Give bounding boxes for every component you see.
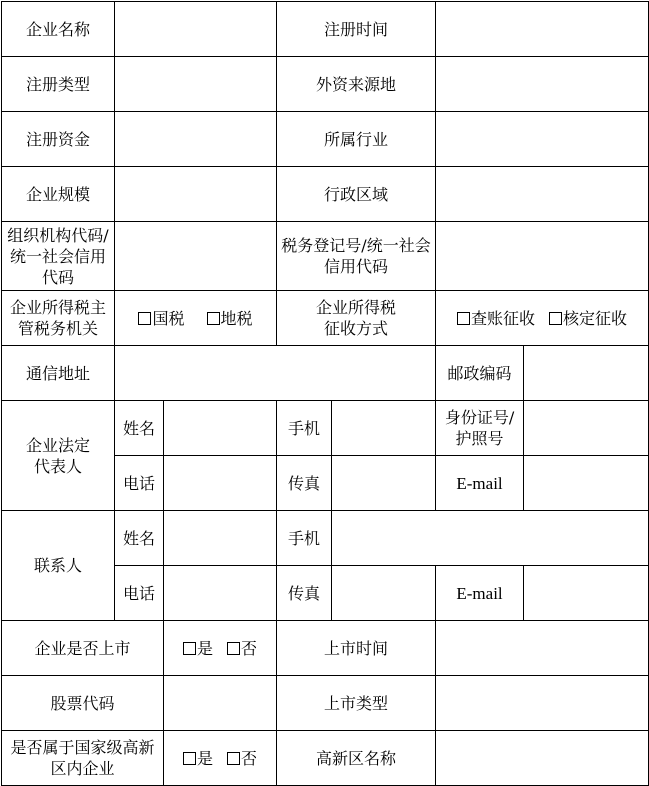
label-stock-code: 股票代码 xyxy=(2,676,164,731)
label-is-listed: 企业是否上市 xyxy=(2,621,164,676)
checkbox-icon xyxy=(183,642,196,655)
label-contact-email: E-mail xyxy=(436,566,524,621)
label-legal-rep-fax: 传真 xyxy=(277,456,332,511)
checkbox-icon xyxy=(457,312,470,325)
industry-value[interactable] xyxy=(436,112,649,167)
enterprise-info-form xyxy=(1,1,649,786)
listing-type-value[interactable] xyxy=(436,676,649,731)
contact-mobile-value[interactable] xyxy=(332,511,649,566)
local-tax-checkbox[interactable] xyxy=(207,309,253,328)
listed-yes-label: 是 xyxy=(196,638,213,658)
legal-rep-phone-value[interactable] xyxy=(164,456,277,511)
admin-region-value[interactable] xyxy=(436,167,649,222)
checkbox-icon xyxy=(207,312,220,325)
checkbox-icon xyxy=(138,312,151,325)
contact-phone-value[interactable] xyxy=(164,566,277,621)
national-tax-checkbox[interactable] xyxy=(138,309,184,328)
label-listing-time: 上市时间 xyxy=(277,621,436,676)
label-foreign-capital-source: 外资来源地 xyxy=(277,57,436,112)
checkbox-icon xyxy=(227,642,240,655)
label-company-name: 企业名称 xyxy=(2,2,115,57)
checkbox-icon xyxy=(227,752,240,765)
label-income-tax-method: 企业所得税 征收方式 xyxy=(277,291,436,346)
income-tax-authority-options xyxy=(115,291,277,346)
label-admin-region: 行政区域 xyxy=(277,167,436,222)
address-value[interactable] xyxy=(115,346,436,401)
reg-capital-value[interactable] xyxy=(115,112,277,167)
income-tax-method-options xyxy=(436,291,649,346)
label-legal-rep-email: E-mail xyxy=(436,456,524,511)
label-legal-rep-name: 姓名 xyxy=(115,401,164,456)
legal-rep-email-value[interactable] xyxy=(524,456,649,511)
national-tax-label: 国税 xyxy=(152,308,185,328)
stock-code-value[interactable] xyxy=(164,676,277,731)
listed-no-checkbox[interactable] xyxy=(227,639,257,658)
reg-time-value[interactable] xyxy=(436,2,649,57)
tax-reg-no-value[interactable] xyxy=(436,222,649,291)
contact-name-value[interactable] xyxy=(164,511,277,566)
label-contact-mobile: 手机 xyxy=(277,511,332,566)
label-contact-phone: 电话 xyxy=(115,566,164,621)
legal-rep-mobile-value[interactable] xyxy=(332,401,436,456)
audit-collection-label: 查账征收 xyxy=(471,308,536,328)
id-passport-value[interactable] xyxy=(524,401,649,456)
label-listing-type: 上市类型 xyxy=(277,676,436,731)
row-company-name xyxy=(2,2,649,57)
row-income-tax xyxy=(2,291,649,346)
label-address: 通信地址 xyxy=(2,346,115,401)
label-org-code: 组织机构代码/ 统一社会信用 代码 xyxy=(2,222,115,291)
assessed-collection-checkbox[interactable] xyxy=(549,309,627,328)
label-company-scale: 企业规模 xyxy=(2,167,115,222)
contact-email-value[interactable] xyxy=(524,566,649,621)
label-reg-time: 注册时间 xyxy=(277,2,436,57)
label-legal-rep-phone: 电话 xyxy=(115,456,164,511)
label-contact: 联系人 xyxy=(2,511,115,621)
row-legal-rep-1 xyxy=(2,401,649,456)
hitech-zone-name-value[interactable] xyxy=(436,731,649,786)
local-tax-label: 地税 xyxy=(220,308,253,328)
audit-collection-checkbox[interactable] xyxy=(457,309,535,328)
hitech-yes-label: 是 xyxy=(196,748,213,768)
legal-rep-name-value[interactable] xyxy=(164,401,277,456)
hitech-no-checkbox[interactable] xyxy=(227,749,257,768)
row-listed xyxy=(2,621,649,676)
label-industry: 所属行业 xyxy=(277,112,436,167)
listed-yes-checkbox[interactable] xyxy=(183,639,213,658)
checkbox-icon xyxy=(549,312,562,325)
row-hitech-zone xyxy=(2,731,649,786)
label-legal-rep: 企业法定 代表人 xyxy=(2,401,115,511)
row-company-scale xyxy=(2,167,649,222)
legal-rep-fax-value[interactable] xyxy=(332,456,436,511)
contact-fax-value[interactable] xyxy=(332,566,436,621)
row-org-code xyxy=(2,222,649,291)
row-stock-code xyxy=(2,676,649,731)
listing-time-value[interactable] xyxy=(436,621,649,676)
reg-type-value[interactable] xyxy=(115,57,277,112)
row-reg-capital xyxy=(2,112,649,167)
assessed-collection-label: 核定征收 xyxy=(563,308,628,328)
company-name-value[interactable] xyxy=(115,2,277,57)
row-contact-1 xyxy=(2,511,649,566)
label-reg-capital: 注册资金 xyxy=(2,112,115,167)
checkbox-icon xyxy=(183,752,196,765)
label-legal-rep-mobile: 手机 xyxy=(277,401,332,456)
label-income-tax-authority: 企业所得税主 管税务机关 xyxy=(2,291,115,346)
postcode-value[interactable] xyxy=(524,346,649,401)
label-contact-fax: 传真 xyxy=(277,566,332,621)
label-id-passport: 身份证号/ 护照号 xyxy=(436,401,524,456)
label-tax-reg-no: 税务登记号/统一社会 信用代码 xyxy=(277,222,436,291)
row-address xyxy=(2,346,649,401)
label-is-hitech-zone: 是否属于国家级高新 区内企业 xyxy=(2,731,164,786)
company-scale-value[interactable] xyxy=(115,167,277,222)
foreign-capital-source-value[interactable] xyxy=(436,57,649,112)
is-hitech-zone-options xyxy=(164,731,277,786)
label-contact-name: 姓名 xyxy=(115,511,164,566)
label-postcode: 邮政编码 xyxy=(436,346,524,401)
label-hitech-zone-name: 高新区名称 xyxy=(277,731,436,786)
org-code-value[interactable] xyxy=(115,222,277,291)
listed-no-label: 否 xyxy=(241,638,258,658)
label-reg-type: 注册类型 xyxy=(2,57,115,112)
hitech-no-label: 否 xyxy=(241,748,258,768)
hitech-yes-checkbox[interactable] xyxy=(183,749,213,768)
row-reg-type xyxy=(2,57,649,112)
is-listed-options xyxy=(164,621,277,676)
